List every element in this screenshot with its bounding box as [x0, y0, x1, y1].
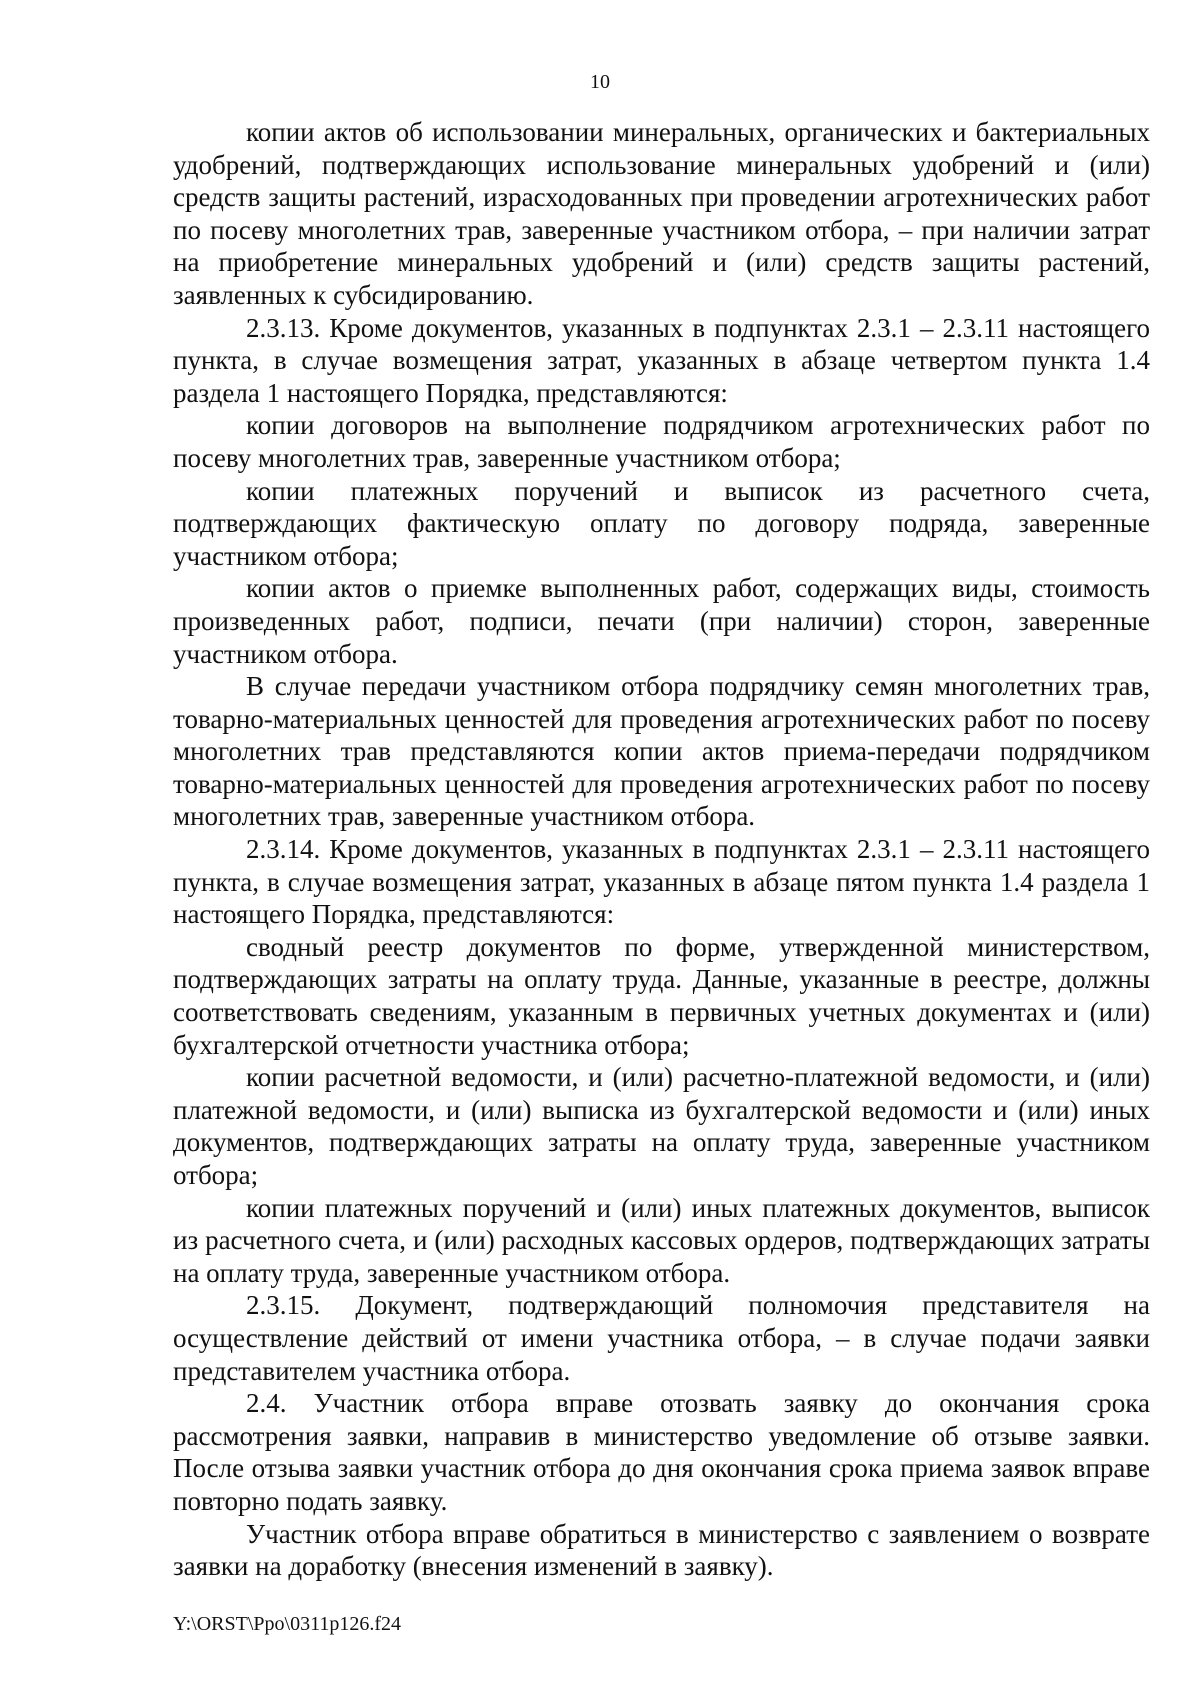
paragraph: 2.3.14. Кроме документов, указанных в подпунктах 2.3.1 – 2.3.11 настоящего пункта, в случае возмещения затрат, указанных в абзаце пятом пункта 1.4 раздела 1 настоящего Порядка, представляются: — [173, 834, 1150, 930]
paragraph: 2.4. Участник отбора вправе отозвать заявку до окончания срока рассмотрения заявки, направив в министерство уведомление об отзыве заявки. После отзыва заявки участник отбора до дня окончания срока приема заявок вправе повторно подать заявку. — [173, 1388, 1150, 1516]
paragraph: копии платежных поручений и (или) иных платежных документов, выписок из расчетного счета, и (или) расходных кассовых ордеров, подтверждающих затраты на оплату труда, заверенные участником отбора. — [173, 1192, 1150, 1288]
page-number: 10 — [590, 71, 610, 93]
paragraph: сводный реестр документов по форме, утвержденной министерством, подтверждающих затраты на оплату труда. Данные, указанные в реестре, должны соответствовать сведениям, указанным в первичных учетных документах и (или) бухгалтерской отчетности участника отбора; — [173, 931, 1150, 1060]
document-body — [173, 116, 1150, 1583]
paragraph: копии платежных поручений и выписок из расчетного счета, подтверждающих фактическую оплату по договору подряда, заверенные участником отбора; — [173, 475, 1150, 571]
paragraph: копии актов об использовании минеральных, органических и бактериальных удобрений, подтверждающих использование минеральных удобрений и (или) средств защиты растений, израсходованных при проведении агротехнических работ по посеву многолетних трав, заверенные участником отбора, – при наличии затрат на приобретение минеральных удобрений и (или) средств защиты растений, заявленных к субсидированию. — [173, 117, 1150, 310]
paragraph: 2.3.15. Документ, подтверждающий полномочия представителя на осуществление действий от имени участника отбора, – в случае подачи заявки представителем участника отбора. — [173, 1290, 1150, 1386]
paragraph: В случае передачи участником отбора подрядчику семян многолетних трав, товарно-материальных ценностей для проведения агротехнических работ по посеву многолетних трав представляются копии актов приема-передачи подрядчиком товарно-материальных ценностей для проведения агротехнических работ по посеву многолетних трав, заверенные участником отбора. — [173, 671, 1150, 832]
paragraph: 2.3.13. Кроме документов, указанных в подпунктах 2.3.1 – 2.3.11 настоящего пункта, в случае возмещения затрат, указанных в абзаце четвертом пункта 1.4 раздела 1 настоящего Порядка, представляются: — [173, 312, 1150, 408]
paragraph: Участник отбора вправе обратиться в министерство с заявлением о возврате заявки на доработку (внесения изменений в заявку). — [173, 1518, 1150, 1582]
footer-file-path: Y:\ORST\Ppo\0311p126.f24 — [173, 1613, 401, 1635]
paragraph: копии расчетной ведомости, и (или) расчетно-платежной ведомости, и (или) платежной ведомости, и (или) выписка из бухгалтерской ведомости и (или) иных документов, подтверждающих затраты на оплату труда, заверенные участником отбора; — [173, 1062, 1150, 1190]
paragraph: копии договоров на выполнение подрядчиком агротехнических работ по посеву многолетних трав, заверенные участником отбора; — [173, 410, 1150, 473]
paragraph: копии актов о приемке выполненных работ, содержащих виды, стоимость произведенных работ, подписи, печати (при наличии) сторон, заверенные участником отбора. — [173, 573, 1150, 669]
